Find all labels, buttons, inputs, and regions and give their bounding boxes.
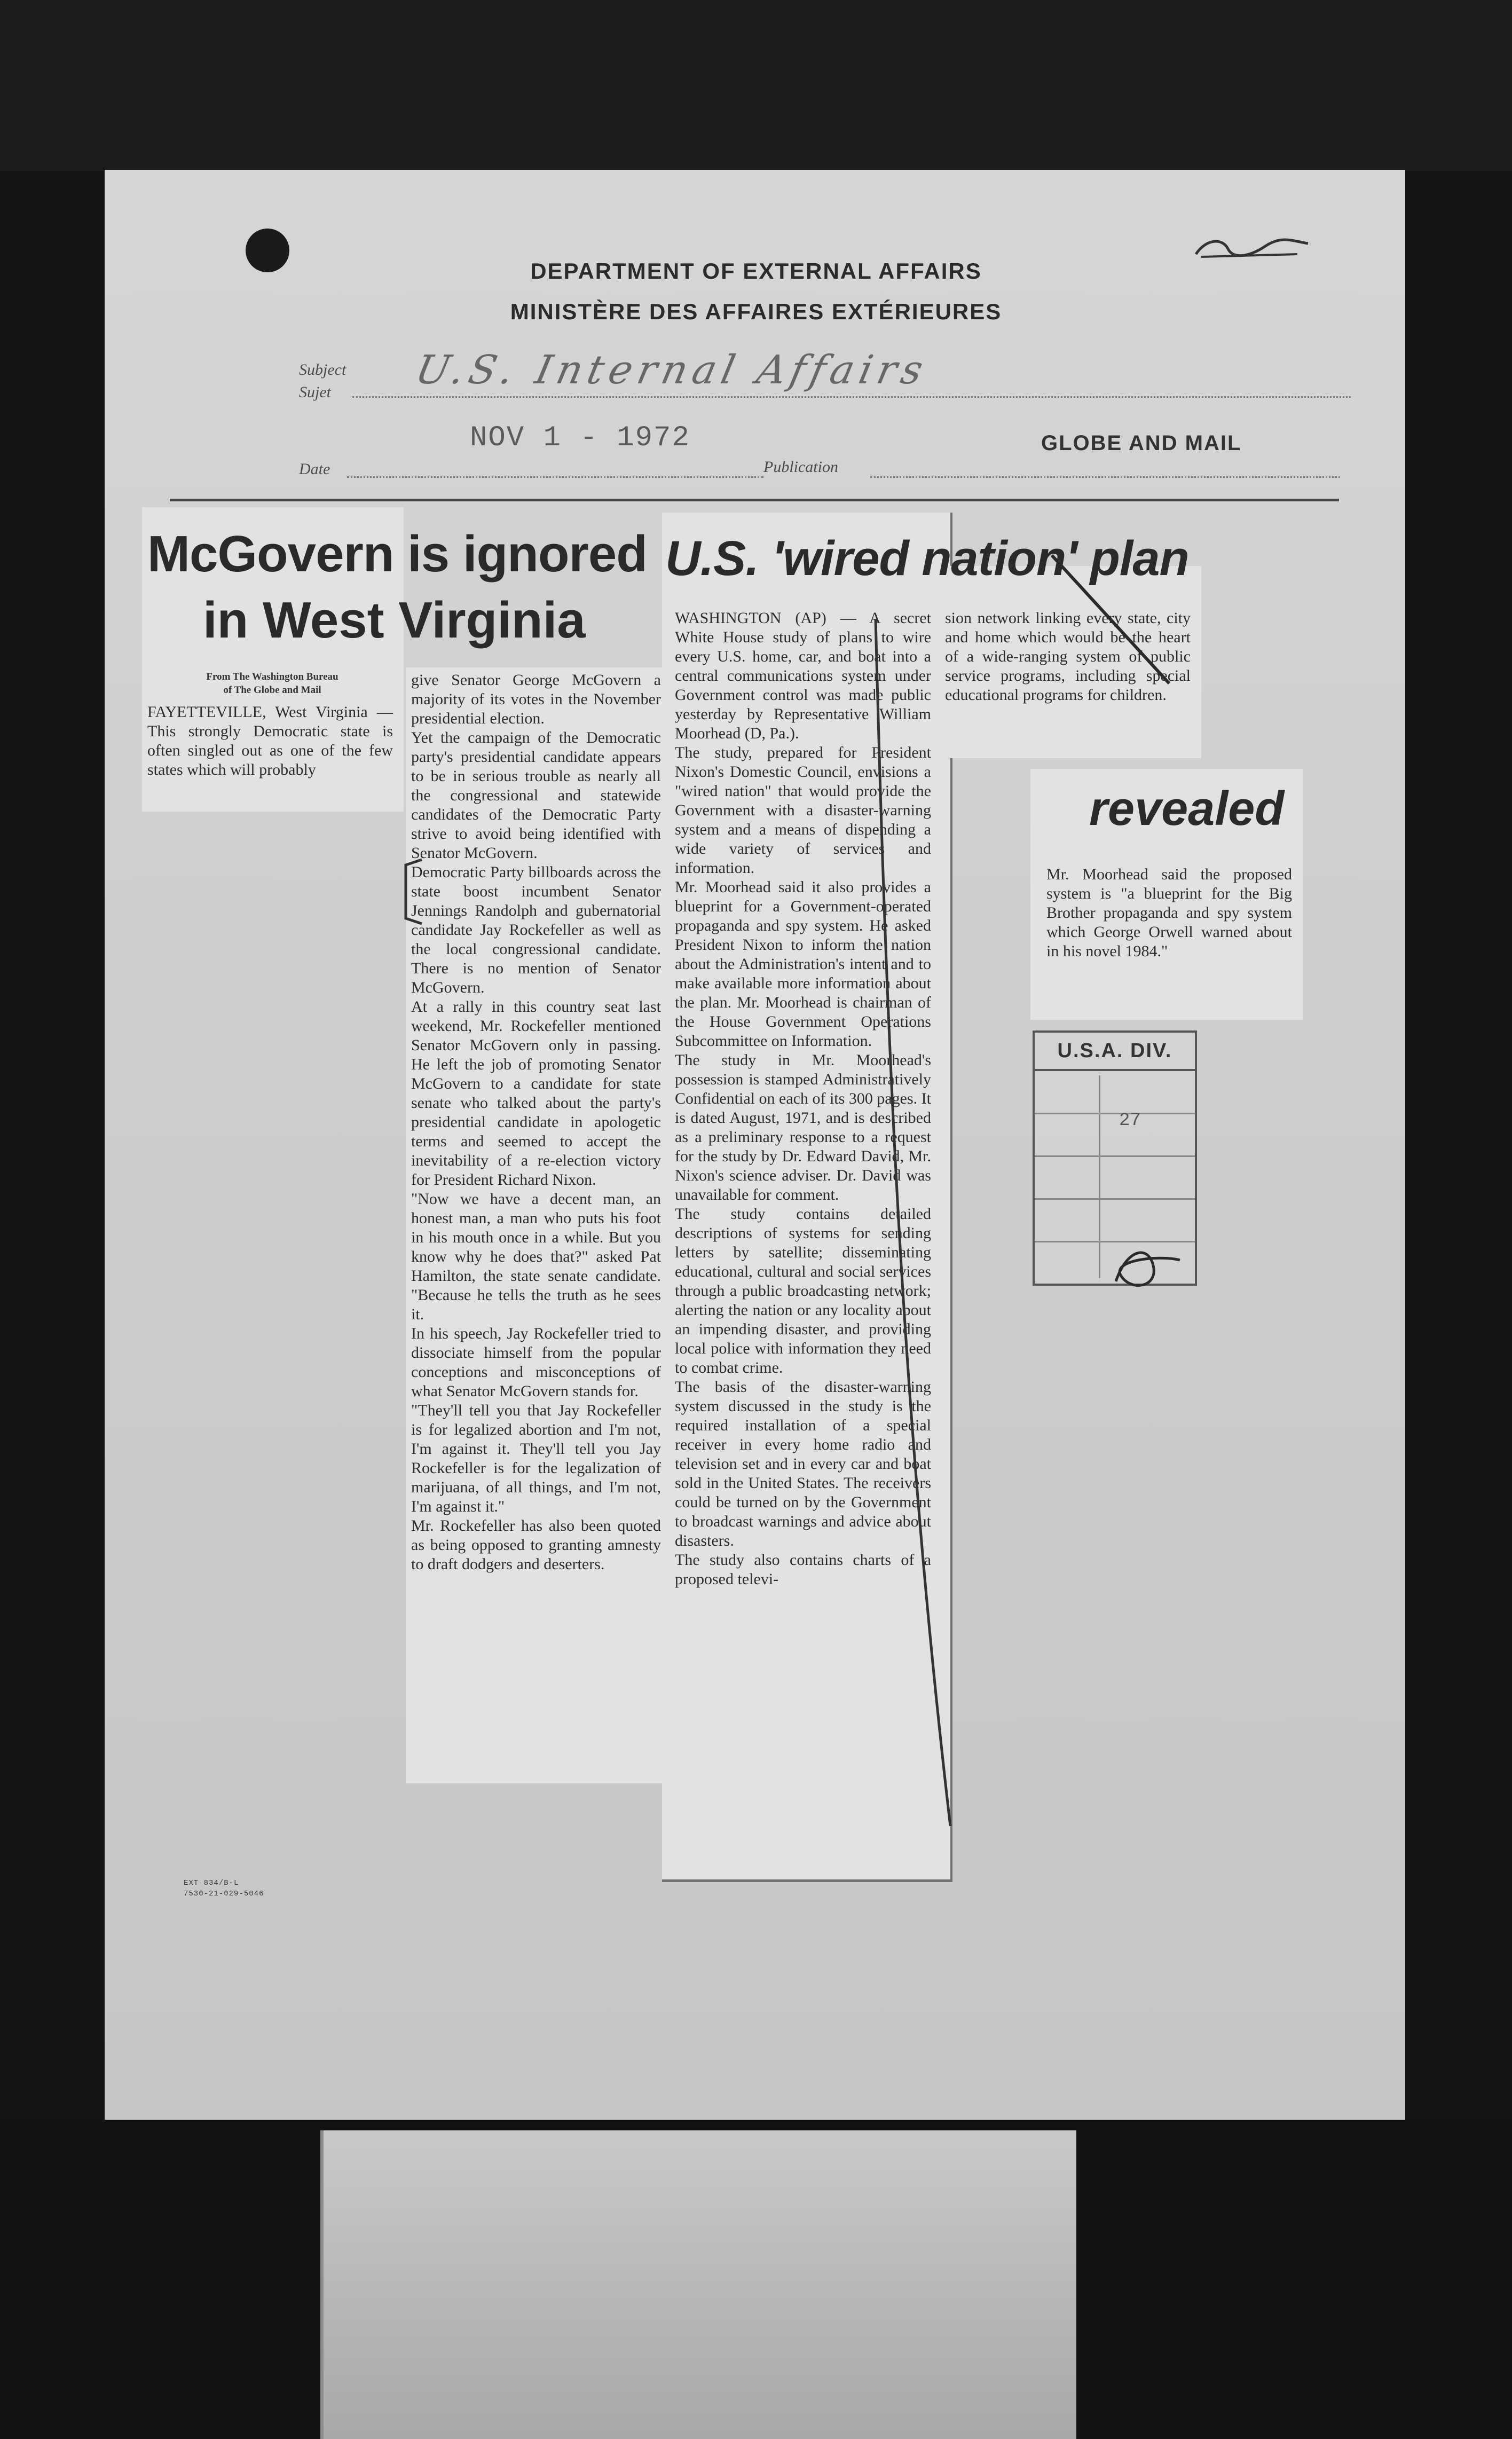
mcgovern-column-1: FAYETTEVILLE, West Virginia — This strongly Democratic state is often singled out as one of the few states which will probably [147,703,393,778]
mcgovern-column-2: give Senator George McGovern a majority of its votes in the November presidential election. Yet the campaign of the Democratic party's presidential candidate appears to be in serious trouble as nearly all the congressional and statewide candidates of the Democratic Party strive to avoid being identified with Senator McGovern. Democratic Party billboards across the state boost incumbent Senator Jennings Randolph and gubernatorial candidate Jay Rockefeller as well as the local congressional candidate. There is no mention of Senator McGovern. At a rally in this country seat last weekend, Mr. Rockefeller mentioned Senator McGovern only in passing. He left the job of promoting Senator McGovern to a candidate for state senate who talked about the party's presidential candidate in apologetic terms and seemed to accept the inevitability of a re-election victory for President Richard Nixon. "Now we have a decent man, an honest man, a man who puts his foot in his mouth once in a while. But you know why he does that?" asked Pat Hamilton, the state senate candidate. "Because he tells the truth as he sees it. In his speech, Jay Rockefeller tried to dissociate himself from the popular conceptions and misconceptions of what Senator McGovern stands for. "They'll tell you that Jay Rockefeller is for legalized abortion and I'm not, I'm against it. They'll tell you Jay Rockefeller is for the legalization of marijuana, of all things, and I'm not, I'm against it." Mr. Rockefeller has also been quoted as being opposed to granting amnesty to draft dodgers and deserters. [411,671,661,1573]
header-rule [170,499,1339,501]
stamp-row-divider [1035,1155,1195,1157]
form-code-line1: EXT 834/B-L [184,1879,239,1887]
wired-nation-column-2: sion network linking every state, city and home which would be the heart of a wide-ranging system of public service programs, including special educational programs for children. [945,609,1191,704]
date-value: NOV 1 - 1972 [470,422,690,454]
pen-slash-mark [1046,550,1175,689]
subject-line [352,396,1351,398]
publication-value: GLOBE AND MAIL [1041,431,1242,455]
underlying-paper-slip [320,2130,1076,2439]
subject-label: Subject [299,361,346,379]
form-code-line2: 7530-21-029-5046 [184,1889,264,1898]
revealed-subhead: revealed [1089,782,1285,836]
department-name-fr: MINISTÈRE DES AFFAIRES EXTÉRIEURES [510,299,1002,324]
date-line [347,476,763,478]
mcgovern-headline-line1: McGovern is ignored [147,525,647,583]
routing-stamp-title: U.S.A. DIV. [1035,1033,1195,1071]
publication-line [870,476,1340,478]
wired-nation-headline: U.S. 'wired nation' plan [665,531,1189,586]
department-name-en: DEPARTMENT OF EXTERNAL AFFAIRS [530,258,982,284]
routing-stamp-entry: 27 [1119,1111,1141,1131]
handwritten-initials [1191,233,1313,261]
stamp-row-divider [1035,1113,1195,1114]
stamp-signature-mark [1111,1239,1185,1297]
form-code [184,1878,264,1899]
date-label: Date [299,460,330,478]
revealed-paragraph: Mr. Moorhead said the proposed system is "a blueprint for the Big Brother propaganda and spy system which George Orwell warned about in his novel 1984." [1046,866,1292,960]
stamp-column-divider [1099,1075,1100,1278]
mcgovern-headline-line2: in West Virginia [203,592,586,649]
publication-label: Publication [763,458,838,476]
subject-value: U.S. Internal Affairs [411,347,933,393]
film-border-top [0,0,1512,171]
pen-bracket-mark [400,854,432,929]
mcgovern-byline: From The Washington Bureau of The Globe and Mail [206,671,338,696]
wired-nation-column-1: WASHINGTON (AP) — A secret White House study of plans to wire every U.S. home, car, and boat into a central communications system under Government control was made public yesterday by Representative William Moorhead (D, Pa.). The study, prepared for President Nixon's Domestic Council, envisions a "wired nation" that would provide the Government with a disaster-warning system and a means of dispending a wide variety of services and information. Mr. Moorhead said it also provides a blueprint for a Government-operated propaganda and spy system. He asked President Nixon to inform the nation about the Administration's intent and to make available more information about the plan. Mr. Moorhead is chairman of the House Government Operations Subcommittee on Information. The study in Mr. Moorhead's possession is stamped Administratively Confidential on each of its 300 pages. It is dated August, 1971, and is described as a preliminary response to a request for the study by Dr. Edward David, Mr. Nixon's science adviser. Dr. David was unavailable for comment. The study contains detailed descriptions of systems for sending letters by satellite; disseminating educational, cultural and social services through a public broadcasting network; alerting the nation or any locality about an impending disaster, and providing local police with information they need to combat crime. The basis of the disaster-warning system discussed in the study is the required installation of a special receiver in every home radio and television set and in every car and boat sold in the United States. The receivers could be turned on by the Government to broadcast warnings and advice about disasters. The study also contains charts of a proposed televi- [675,609,931,1588]
pen-margin-line [865,614,961,1831]
stamp-row-divider [1035,1198,1195,1200]
subject-label-fr: Sujet [299,383,331,401]
